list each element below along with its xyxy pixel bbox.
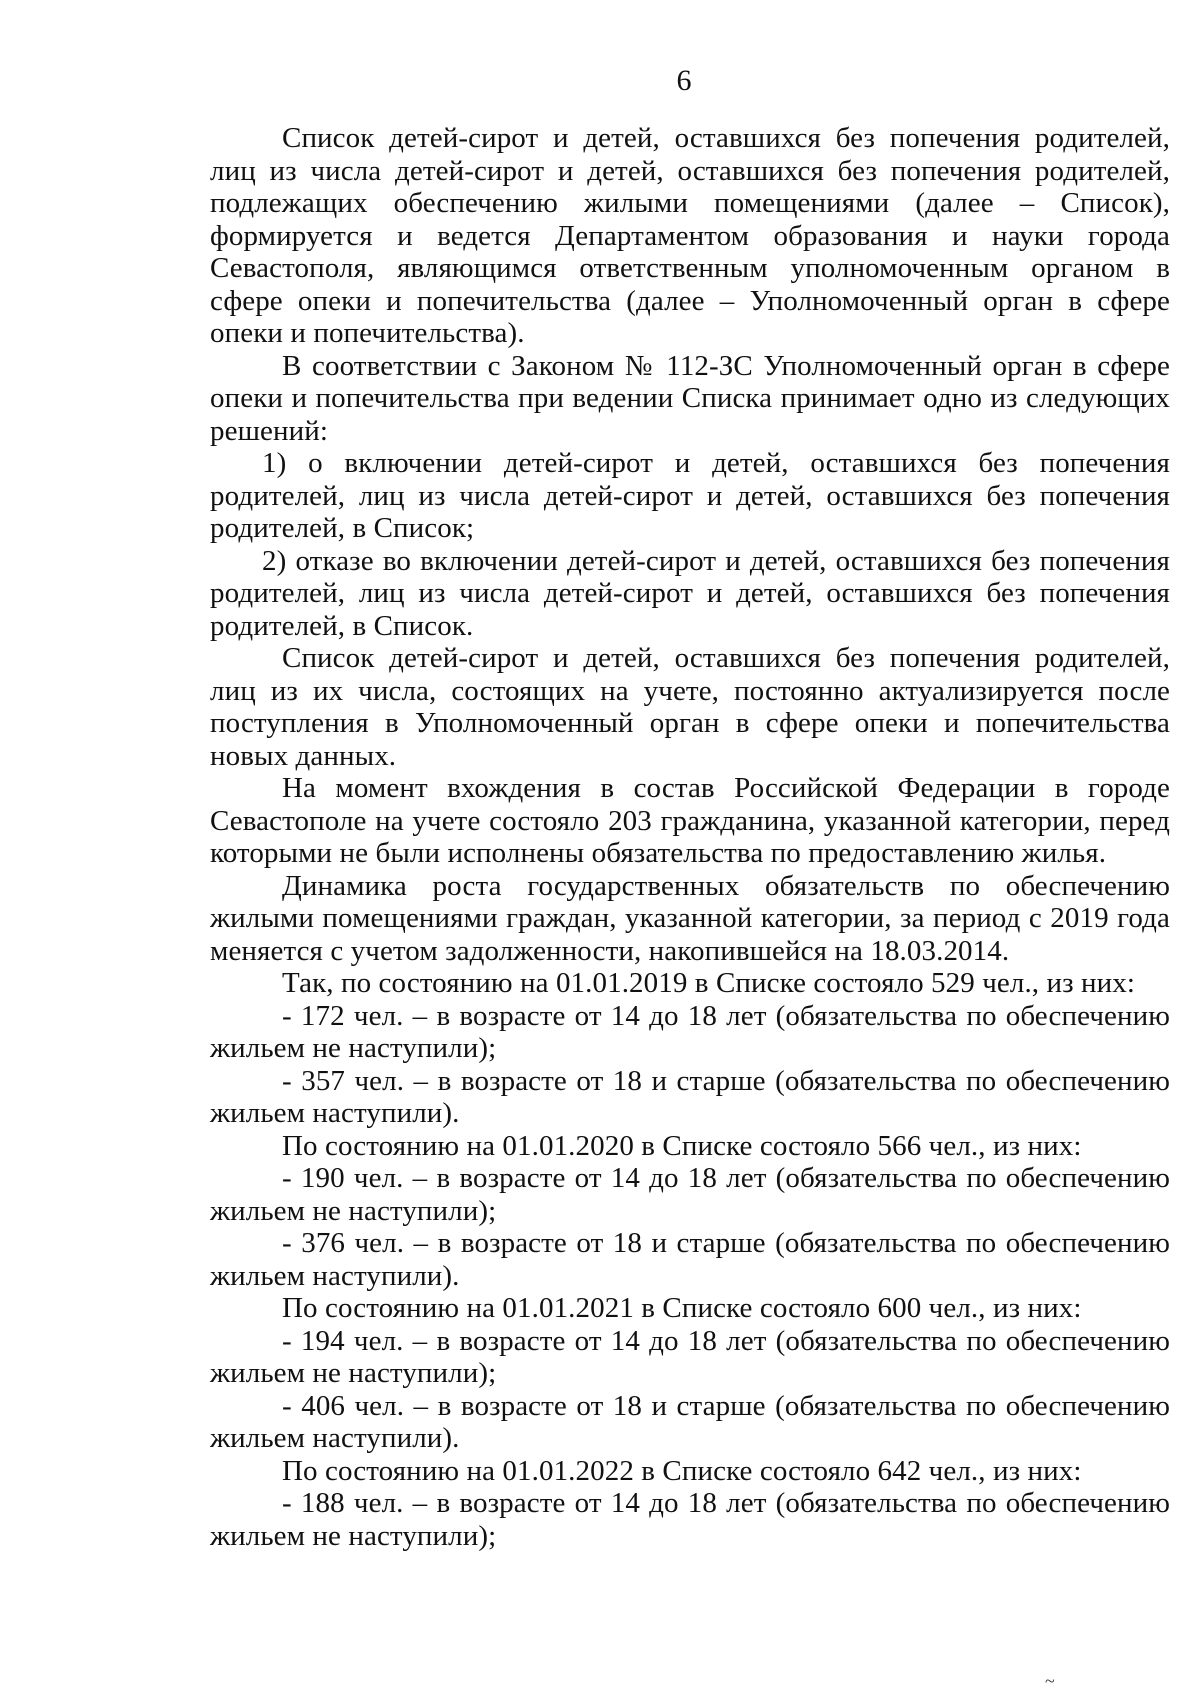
paragraph-decision-1: 1) о включении детей-сирот и детей, оставшихся без попечения родителей, лиц из числа детей-сирот и детей, оставшихся без попечения родителей, в Список;	[210, 447, 1170, 544]
paragraph-2022-minors: - 188 чел. – в возрасте от 14 до 18 лет (обязательства по обеспечению жильем не наступили);	[210, 1487, 1170, 1552]
paragraph-2021-total: По состоянию на 01.01.2021 в Списке состояло 600 чел., из них:	[282, 1292, 1082, 1324]
paragraph-list-updates: Список детей-сирот и детей, оставшихся без попечения родителей, лиц из их числа, состоящих на учете, постоянно актуализируется после поступления в Уполномоченный орган в сфере опеки и попечительства новых данных.	[210, 642, 1170, 772]
paragraph-2020-total: По состоянию на 01.01.2020 в Списке состояло 566 чел., из них:	[282, 1129, 1082, 1162]
paragraph-decisions-intro: В соответствии с Законом № 112-ЗС Уполномоченный орган в сфере опеки и попечительства при ведении Списка принимает одно из следующих решений:	[210, 349, 1170, 447]
paragraph-2019-total: Так, по состоянию на 01.01.2019 в Списке состояло 529 чел., из них:	[282, 967, 1136, 999]
page-number: 6	[676, 64, 692, 97]
paragraph-2019-adults: - 357 чел. – в возрасте от 18 и старше (обязательства по обеспечению жильем наступили).	[210, 1064, 1170, 1129]
paragraph-2019-minors: - 172 чел. – в возрасте от 14 до 18 лет (обязательства по обеспечению жильем не наступили);	[210, 999, 1170, 1064]
paragraph-2020-minors: - 190 чел. – в возрасте от 14 до 18 лет (обязательства по обеспечению жильем не наступили);	[210, 1162, 1170, 1227]
paragraph-2022-total: По состоянию на 01.01.2022 в Списке состояло 642 чел., из них:	[282, 1454, 1082, 1487]
paragraph-2021-minors: - 194 чел. – в возрасте от 14 до 18 лет (обязательства по обеспечению жильем не наступили);	[210, 1324, 1170, 1389]
paragraph-accession: На момент вхождения в состав Российской Федерации в городе Севастополе на учете состояло 203 гражданина, указанной категории, перед которыми не были исполнены обязательства по предоставлению жилья.	[210, 772, 1170, 869]
document-body	[210, 122, 1170, 1552]
paragraph-list-definition: Список детей-сирот и детей, оставшихся без попечения родителей, лиц из числа детей-сирот и детей, оставшихся без попечения родителей, подлежащих обеспечению жилыми помещениями (далее – Список), формируется и ведется Департаментом образования и науки города Севастополя, являющимся ответственным уполномоченным органом в сфере опеки и попечительства (далее – Уполномоченный орган в сфере опеки и попечительства).	[210, 122, 1170, 349]
paragraph-2021-adults: - 406 чел. – в возрасте от 18 и старше (обязательства по обеспечению жильем наступили).	[210, 1389, 1170, 1454]
scan-mark: ~	[1045, 1671, 1055, 1691]
paragraph-dynamics: Динамика роста государственных обязательств по обеспечению жилыми помещениями граждан, указанной категории, за период с 2019 года меняется с учетом задолженности, накопившейся на 18.03.2014.	[210, 869, 1170, 967]
paragraph-2020-adults: - 376 чел. – в возрасте от 18 и старше (обязательства по обеспечению жильем наступили).	[210, 1227, 1170, 1292]
paragraph-decision-2: 2) отказе во включении детей-сирот и детей, оставшихся без попечения родителей, лиц из числа детей-сирот и детей, оставшихся без попечения родителей, в Список.	[210, 544, 1170, 642]
